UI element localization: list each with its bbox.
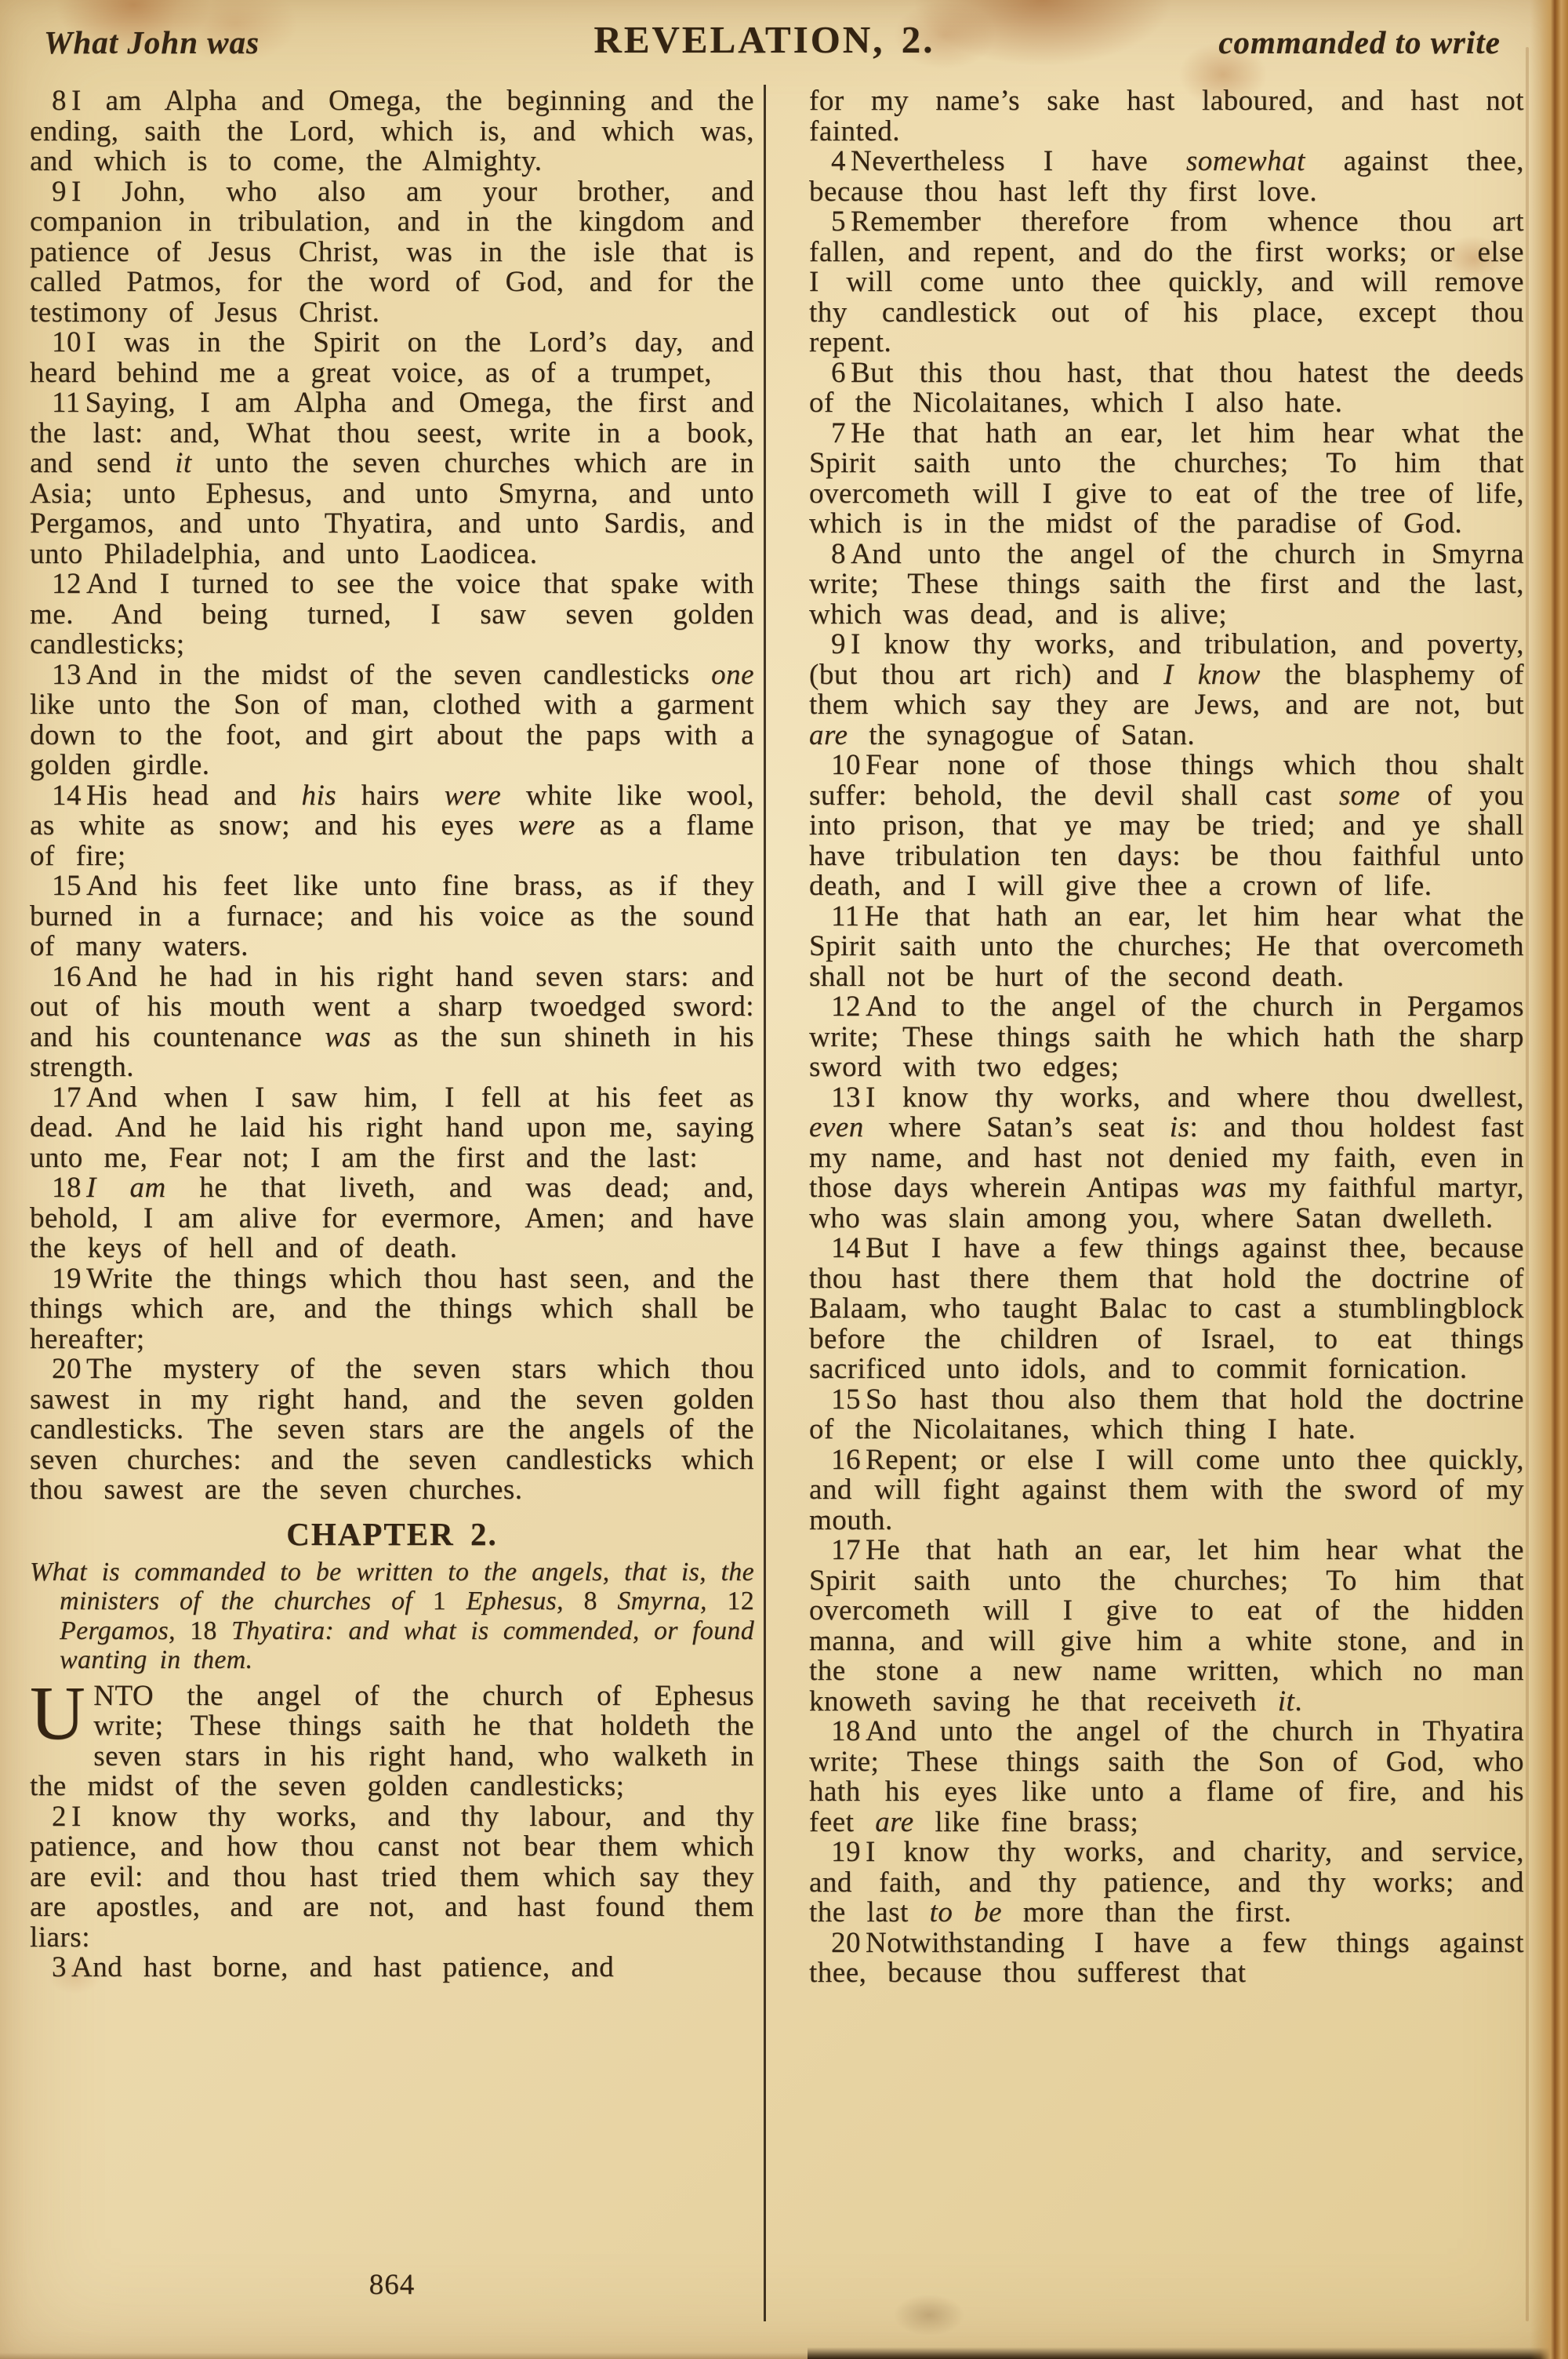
verse-20: 20 The mystery of the seven stars which thou sawest in my right hand, and the seven golden candlesticks. The seven stars are the angels of the seven churches: and the seven candlesticks which thou sawest are the seven churches. — [30, 1353, 754, 1506]
verse-number: 17 — [831, 1534, 861, 1566]
verse-9: 9 I John, who also am your brother, and companion in tribulation, and in the kingdom and patience of Jesus Christ, was in the isle that is called Patmos, for the word of God, and for the testimony of Jesus Christ. — [30, 175, 754, 329]
verse-16: 16 And he had in his right hand seven stars: and out of his mouth went a sharp twoedged sword: and his countenance was as the sun shineth in his strength. — [30, 960, 754, 1083]
chapter-heading: CHAPTER 2. — [286, 1515, 498, 1552]
running-head-title: REVELATION, 2. — [593, 18, 935, 61]
verse-number: 11 — [52, 387, 81, 419]
verse-12: 12 And I turned to see the voice that spake with me. And being turned, I saw seven golden candlesticks; — [30, 568, 754, 660]
verse-8: 8 I am Alpha and Omega, the beginning and the ending, saith the Lord, which is, and which was, and which is to come, the Almighty. — [30, 85, 754, 177]
verse-12: 12 And to the angel of the church in Pergamos write; These things saith he which hath the sharp sword with two edges; — [809, 990, 1524, 1083]
drop-cap: U — [30, 1670, 86, 1756]
verse-14: 14 But I have a few things against thee, because thou hast there them that hold the doctrine of Balaam, who taught Balac to cast a stumblingblock before the children of Israel, to eat things sacrificed unto idols, and to commit fornication. — [809, 1232, 1524, 1385]
verse-number: 8 — [831, 537, 846, 570]
verse-18: 18 I am he that liveth, and was dead; and, behold, I am alive for evermore, Amen; and have the keys of hell and of death. — [30, 1172, 754, 1264]
verse-number: 9 — [52, 175, 67, 208]
verse-number: 13 — [52, 658, 82, 691]
verse-6: 6 But this thou hast, that thou hatest the deeds of the Nicolaitanes, which I also hate. — [809, 356, 1524, 419]
verse-number: 17 — [52, 1081, 82, 1114]
verse-number: 10 — [831, 749, 861, 781]
verse-number: 15 — [52, 870, 82, 902]
verse-4: 4 Nevertheless I have somewhat against thee, because thou hast left thy first love. — [809, 145, 1524, 208]
verse-13: 13 And in the midst of the seven candlesticks one like unto the Son of man, clothed with a garment down to the foot, and girt about the paps with a golden girdle. — [30, 658, 754, 781]
verse-number: 4 — [831, 145, 846, 177]
verse-number: 11 — [831, 900, 860, 932]
verse-number: 9 — [831, 628, 846, 660]
right-column — [809, 86, 1524, 1989]
verse-number: 18 — [831, 1715, 861, 1747]
verse-19: 19 Write the things which thou hast seen, and the things which are, and the things which shall be hereafter; — [30, 1262, 754, 1355]
verse-9: 9 I know thy works, and tribulation, and poverty, (but thou art rich) and I know the blasphemy of them which say they are Jews, and are not, but are the synagogue of Satan. — [809, 628, 1524, 751]
verse-number: 3 — [52, 1951, 67, 1983]
verse-10: 10 I was in the Spirit on the Lord’s day, and heard behind me a great voice, as of a trumpet, — [30, 326, 754, 389]
page-right-edge — [1530, 0, 1568, 2359]
verse-18: 18 And unto the angel of the church in Thyatira write; These things saith the Son of God, who hath his eyes like unto a flame of fire, and his feet are like fine brass; — [809, 1715, 1524, 1838]
verse-number: 8 — [52, 85, 67, 117]
verse-number: 15 — [831, 1383, 861, 1416]
left-column — [30, 86, 754, 1983]
verse-15: 15 So hast thou also them that hold the doctrine of the Nicolaitanes, which thing I hate. — [809, 1383, 1524, 1445]
verse-3: 3 And hast borne, and hast patience, and — [52, 1951, 615, 1983]
verse-5: 5 Remember therefore from whence thou art fallen, and repent, and do the first works; or else I will come unto thee quickly, and will remove thy candlestick out of his place, except thou repent. — [809, 205, 1524, 358]
verse-continuation: for my name’s sake hast laboured, and hast not fainted. — [809, 85, 1524, 147]
verse-number: 7 — [831, 416, 846, 449]
verse-number: 20 — [831, 1926, 861, 1959]
verse-19: 19 I know thy works, and charity, and service, and faith, and thy patience, and thy works; and the last to be more than the first. — [809, 1836, 1524, 1928]
verse-15: 15 And his feet like unto fine brass, as if they burned in a furnace; and his voice as the sound of many waters. — [30, 870, 754, 962]
verse-11: 11 Saying, I am Alpha and Omega, the first and the last: and, What thou seest, write in a book, and send it unto the seven churches which are in Asia; unto Ephesus, and unto Smyrna, and unto Pergamos, and unto Thyatira, and unto Sardis, and unto Philadelphia, and unto Laodicea. — [30, 387, 754, 570]
verse-13: 13 I know thy works, and where thou dwellest, even where Satan’s seat is: and thou holdest fast my name, and hast not denied my faith, even in those days wherein Antipas was my faithful martyr, who was slain among you, where Satan dwelleth. — [809, 1081, 1525, 1234]
verse-number: 16 — [52, 960, 82, 993]
verse-number: 14 — [831, 1232, 861, 1264]
verse-number: 2 — [52, 1800, 67, 1833]
verse-20: 20 Notwithstanding I have a few things against thee, because thou sufferest that — [809, 1926, 1524, 1989]
running-head-right: commanded to write — [1218, 24, 1501, 60]
page-number: 864 — [368, 2269, 416, 2301]
column-divider-rule — [764, 85, 766, 2321]
verse-14: 14 His head and his hairs were white like wool, as white as snow; and his eyes were as a flame of fire; — [30, 779, 754, 872]
verse-8: 8 And unto the angel of the church in Smyrna write; These things saith the first and the last, which was dead, and is alive; — [809, 537, 1524, 631]
verse-number: 5 — [831, 205, 846, 238]
verse-16: 16 Repent; or else I will come unto thee quickly, and will fight against them with the sword of my mouth. — [809, 1443, 1524, 1536]
page-bottom-edge — [808, 2347, 1568, 2359]
running-head-left: What John was — [44, 24, 260, 60]
verse-number: 12 — [831, 990, 861, 1023]
verse-number: 19 — [831, 1836, 861, 1868]
verse-number: 6 — [831, 356, 846, 389]
verse-17: 17 And when I saw him, I fell at his feet as dead. And he laid his right hand upon me, saying unto me, Fear not; I am the first and the last: — [30, 1081, 754, 1174]
verse-number: 12 — [52, 568, 82, 600]
verse-number: 16 — [831, 1443, 861, 1476]
verse-number: 13 — [831, 1081, 861, 1114]
verse-number: 10 — [52, 326, 82, 358]
verse-17: 17 He that hath an ear, let him hear what the Spirit saith unto the churches; To him that overcometh will I give to eat of the hidden manna, and will give him a white stone, and in the stone a new name written, which no man knoweth saving he that receiveth it. — [809, 1534, 1524, 1717]
verse-number: 14 — [52, 779, 82, 812]
verse-10: 10 Fear none of those things which thou shalt suffer: behold, the devil shall cast some of you into prison, that ye may be tried; and ye shall have tribulation ten days: be thou faithful unto death, and I will give thee a crown of life. — [809, 749, 1524, 902]
verse-11: 11 He that hath an ear, let him hear what the Spirit saith unto the churches; He that overcometh shall not be hurt of the second death. — [809, 900, 1524, 993]
verse-number: 18 — [52, 1172, 82, 1204]
verse-7: 7 He that hath an ear, let him hear what the Spirit saith unto the churches; To him that overcometh will I give to eat of the tree of life, which is in the midst of the paradise of God. — [809, 416, 1524, 540]
verse-number: 20 — [52, 1353, 82, 1385]
verse-2: 2 I know thy works, and thy labour, and thy patience, and how thou canst not bear them which are evil: and thou hast tried them which say they are apostles, and are not, and hast found them liars: — [30, 1800, 754, 1954]
verse-number: 19 — [52, 1262, 82, 1295]
chapter-summary: What is commanded to be written to the angels, that is, the ministers of the churches of 1 Ephesus, 8 Smyrna, 12 Pergamos, 18 Thyatira: and what is commended, or found wanting in them. — [30, 1557, 755, 1674]
verse-1: UNTO the angel of the church of Ephesus write; These things saith he that holdeth the seven stars in his right hand, who walketh in the midst of the seven golden candlesticks; — [30, 1670, 754, 1802]
